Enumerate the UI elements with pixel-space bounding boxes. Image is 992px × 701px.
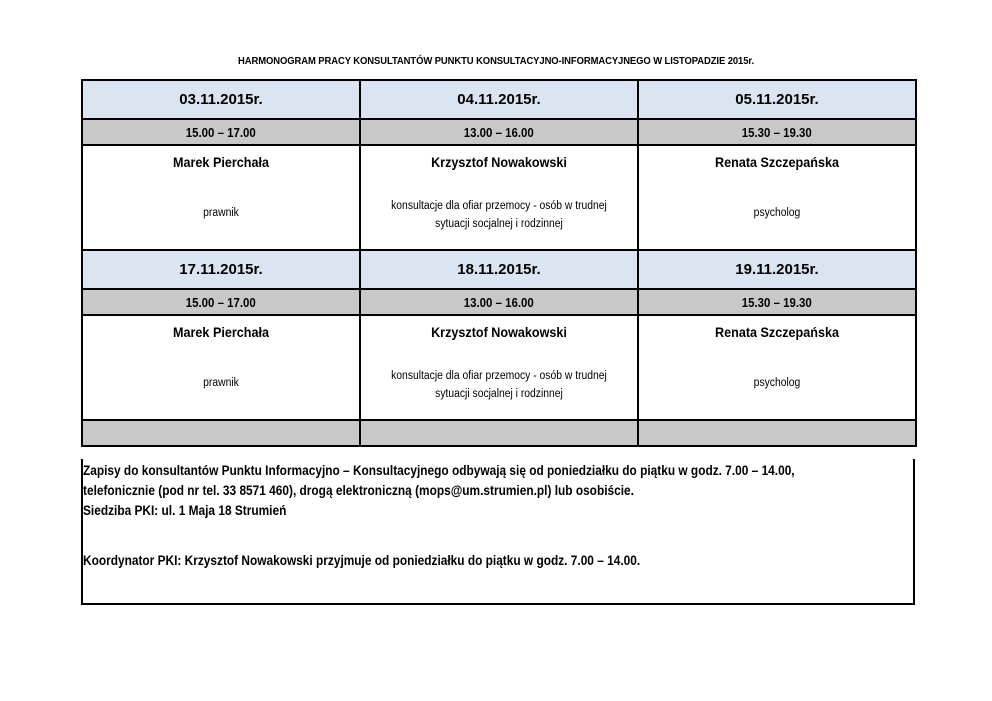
date-cell: 17.11.2015r.: [82, 250, 360, 289]
role-line: sytuacji socjalnej i rodzinnej: [435, 218, 563, 230]
time-text: 15.00 – 17.00: [186, 124, 256, 140]
time-text: 13.00 – 16.00: [464, 124, 534, 140]
info-box: [81, 459, 915, 605]
blank-row: [82, 420, 916, 446]
time-cell: [638, 119, 916, 145]
info-line-contact: telefonicznie (pod nr tel. 33 8571 460), drogą elektroniczną (mops@um.strumien.pl) lub osobiście.: [83, 483, 634, 498]
blank-cell: [82, 420, 360, 446]
time-row: [82, 289, 916, 315]
consultant-name: Renata Szczepańska: [715, 154, 839, 170]
role-line: konsultacje dla ofiar przemocy - osób w trudnej: [391, 370, 607, 382]
time-cell: [82, 119, 360, 145]
time-cell: [360, 119, 638, 145]
consultant-name: Marek Pierchała: [173, 324, 269, 340]
blank-cell: [638, 420, 916, 446]
time-cell: [360, 289, 638, 315]
time-text: 15.30 – 19.30: [742, 124, 812, 140]
consultant-name: Marek Pierchała: [173, 154, 269, 170]
info-line-coordinator: Koordynator PKI: Krzysztof Nowakowski przyjmuje od poniedziałku do piątku w godz. 7.00 – 14.00.: [83, 553, 641, 568]
consultant-role: [375, 367, 623, 403]
time-text: 13.00 – 16.00: [464, 294, 534, 310]
role-line: sytuacji socjalnej i rodzinnej: [435, 388, 563, 400]
info-line-registration: Zapisy do konsultantów Punktu Informacyjno – Konsultacyjnego odbywają się od poniedziałku do piątku w godz. 7.00 – 14.00,: [83, 463, 795, 478]
time-cell: [638, 289, 916, 315]
consultant-cell: [82, 315, 360, 420]
consultant-role: [375, 197, 623, 233]
date-row: [82, 80, 916, 119]
consultant-name: Renata Szczepańska: [715, 324, 839, 340]
blank-cell: [360, 420, 638, 446]
consultant-name: Krzysztof Nowakowski: [431, 324, 567, 340]
consultant-row: [82, 145, 916, 250]
consultant-cell: [360, 315, 638, 420]
consultant-name: Krzysztof Nowakowski: [431, 154, 567, 170]
consultant-row: [82, 315, 916, 420]
date-cell: 05.11.2015r.: [638, 80, 916, 119]
document-title: HARMONOGRAM PRACY KONSULTANTÓW PUNKTU KONSULTACYJNO-INFORMACYJNEGO W LISTOPADZIE 2015r.: [238, 55, 754, 67]
date-cell: 18.11.2015r.: [360, 250, 638, 289]
consultant-role: prawnik: [203, 207, 239, 219]
consultant-cell: [82, 145, 360, 250]
consultant-cell: [360, 145, 638, 250]
time-text: 15.30 – 19.30: [742, 294, 812, 310]
date-cell: 19.11.2015r.: [638, 250, 916, 289]
schedule-table: [81, 79, 917, 447]
time-row: [82, 119, 916, 145]
time-text: 15.00 – 17.00: [186, 294, 256, 310]
consultant-role: prawnik: [203, 377, 239, 389]
date-cell: 03.11.2015r.: [82, 80, 360, 119]
consultant-role: psycholog: [753, 377, 801, 389]
consultant-cell: [638, 315, 916, 420]
time-cell: [82, 289, 360, 315]
role-line: konsultacje dla ofiar przemocy - osób w trudnej: [391, 200, 607, 212]
date-row: [82, 250, 916, 289]
info-line-address: Siedziba PKI: ul. 1 Maja 18 Strumień: [83, 503, 287, 518]
consultant-cell: [638, 145, 916, 250]
date-cell: 04.11.2015r.: [360, 80, 638, 119]
consultant-role: psycholog: [753, 207, 801, 219]
